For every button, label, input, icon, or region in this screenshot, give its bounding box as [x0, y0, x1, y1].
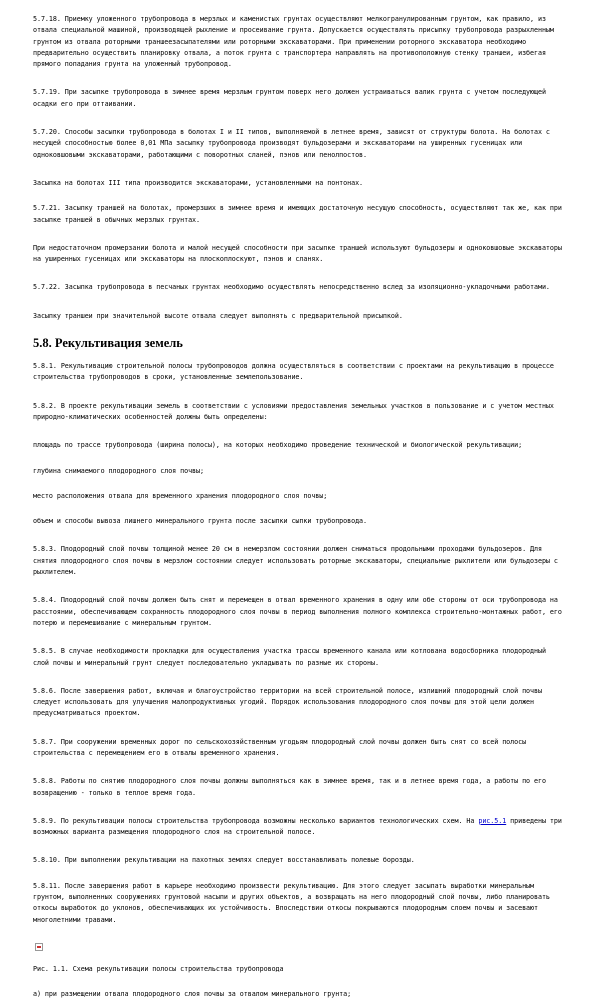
- paragraph-5-8-6: 5.8.6. После завершения работ, включая и благоустройство территории на всей строительной полосе, излишний плодородный слой почвы следует использовать для улучшения малопродуктивных угодий. Порядок использования плодородного слоя почвы для этой цели должен предусматриваться проектом.: [33, 686, 542, 718]
- paragraph-5-8-11: 5.8.11. После завершения работ в карьере необходимо произвести рекультивацию. Для этого следует засыпать выработки минеральным грунтом, выполненных сооружениях грунтовой насыпи и других объектов, а возвращать на него плодородный слой почвы, либо планировать откосы выработок до уклонов, обеспечивающих их устойчивость. Впоследствии откосы покрываются плодородным слоем почвы и засевают многолетними травами.: [33, 881, 550, 924]
- paragraph-5-8-3: 5.8.3. Плодородный слой почвы толщиной менее 20 см в немерзлом состоянии должен сниматься продольными проходами бульдозеров. Для снятия плодородного слоя почвы в мерзлом состоянии следует использовать роторные экскаваторы, специальные рыхлители или бульдозеры с рыхлителем.: [33, 545, 558, 577]
- paragraph-5-8-1: 5.8.1. Рекультивацию строительной полосы трубопроводов должна осуществляться в соответствии с проектами на рекультивацию в процессе строительства трубопроводов в сроки, установленные землепользование.: [33, 362, 554, 382]
- paragraph-5-8-8: 5.8.8. Работы по снятию плодородного слоя почвы должны выполняться как в зимнее время, так и в летнее время года, а работы по его возвращению - только в теплое время года.: [33, 777, 546, 797]
- paragraph-5-8-9-text-before: 5.8.9. По рекультивации полосы строительства трубопровода возможны несколько вариантов технологических схем. На: [33, 816, 479, 825]
- paragraph-5-8-2: 5.8.2. В проекте рекультивации земель в соответствии с условиями предоставления земельных участков в пользование и с учетом местных природно-климатических особенностей должны быть определены:: [33, 401, 554, 421]
- paragraph-5-7-21: 5.7.21. Засыпку траншей на болотах, промерзших в зимнее время и имеющих достаточную несущую способность, осуществляют так же, как при засыпке траншей в обычных мерзлых грунтах.: [33, 204, 562, 224]
- paragraph-list-area: площадь по трассе трубопровода (ширина полосы), на которых необходимо проведение технической и биологической рекультивации;: [33, 441, 523, 450]
- figure-link[interactable]: рис.5.1: [478, 816, 507, 825]
- section-title: 5.8. Рекультивация земель: [33, 336, 183, 351]
- paragraph-5-8-10: 5.8.10. При выполнении рекультивации на пахотных землях следует восстанавливать полевые борозды.: [33, 856, 415, 865]
- paragraph-5-7-22: 5.7.22. Засыпка трубопровода в песчаных грунтах необходимо осуществлять непосредственно вслед за изоляционно-укладочными работами.: [33, 283, 550, 292]
- paragraph-5-7-18: 5.7.18. Приемку уложенного трубопровода в мерзлых и каменистых грунтах осуществляют мелкогранулированным грунтом, как правило, из отвала специальной машиной, производящей рыхление и просеивание грунта. Допускается осуществлять присыпку трубопровода разрыхленным грунтом из отвала роторными траншеезасыпателями или роторными экскаваторами. При применении роторного экскаватора необходимо предварительно осуществить планировку отвала, а поток грунта с транспортера направлять на противоположную стенку траншеи, избегая прямого попадания грунта на уложенный трубопровод.: [33, 15, 554, 69]
- paragraph-bog-insufficient: При недостаточном промерзании болота и малой несущей способности при засыпке траншей используют бульдозеры и одноковшовые экскаваторы на уширенных гусеницах или экскаваторы на плоскоплоскуют, пэнов и сланях.: [33, 243, 562, 264]
- paragraph-5-8-4: 5.8.4. Плодородный слой почвы должен быть снят и перемещен в отвал временного хранения в одну или обе стороны от оси трубопровода на расстоянии, обеспечивающем сохранность плодородного слоя почвы в период выполнения полного комплекса строительно-монтажных работ, его потерю и перемешивание с минеральным грунтом.: [33, 596, 562, 627]
- paragraph-backfill-note: Засыпку траншеи при значительной высоте отвала следует выполнять с предварительной присыпкой.: [33, 311, 403, 320]
- paragraph-5-7-19: 5.7.19. При засыпке трубопровода в зимнее время мерзлым грунтом поверх него должен устраиваться валик грунта с учетом последующей осадки его при оттаивании.: [33, 88, 546, 108]
- figure-caption: Рис. 1.1. Схема рекультивации полосы строительства трубопровода: [33, 964, 284, 973]
- paragraph-5-7-20: 5.7.20. Способы засыпки трубопровода в болотах I и II типов, выполняемой в летнее время, зависят от структуры болота. На болотах с несущей способностью более 0,01 МПа засыпку трубопровода производят бульдозерами и экскаваторами на уширенных гусеницах или одноковшовыми экскаваторами, работающими с поворотных сланей, пэнов или пенолпостов.: [33, 128, 550, 159]
- paragraph-bog-type-3: Засыпка на болотах III типа производится экскаваторами, установленными на понтонах.: [33, 178, 364, 187]
- paragraph-list-depth: глубина снимаемого плодородного слоя почвы;: [33, 466, 204, 475]
- figure-caption-a: а) при размещении отвала плодородного слоя почвы за отвалом минерального грунта;: [33, 990, 352, 999]
- paragraph-5-8-9: [33, 816, 562, 839]
- paragraph-5-8-9-text-after: приведены три возможных варианта размещения плодородного слоя на строительной полосе.: [33, 816, 562, 837]
- paragraph-5-8-7: 5.8.7. При сооружении временных дорог по сельскохозяйственным угодьям плодородный слой почвы должен быть снят со всей полосы строительства с перемещением его в отвалы временного хранения.: [33, 737, 527, 757]
- broken-image-icon: [35, 943, 43, 951]
- paragraph-list-volume: объем и способы вывоза лишнего минерального грунта после засыпки сыпки трубопровода.: [33, 517, 368, 526]
- paragraph-list-location: место расположения отвала для временного хранения плодородного слоя почвы;: [33, 491, 328, 500]
- paragraph-5-8-5: 5.8.5. В случае необходимости прокладки для осуществления участка трассы временного канала или котлована водосборника плодородный слой почвы и минеральный грунт следует последовательно укладывать по разные их стороны.: [33, 647, 546, 667]
